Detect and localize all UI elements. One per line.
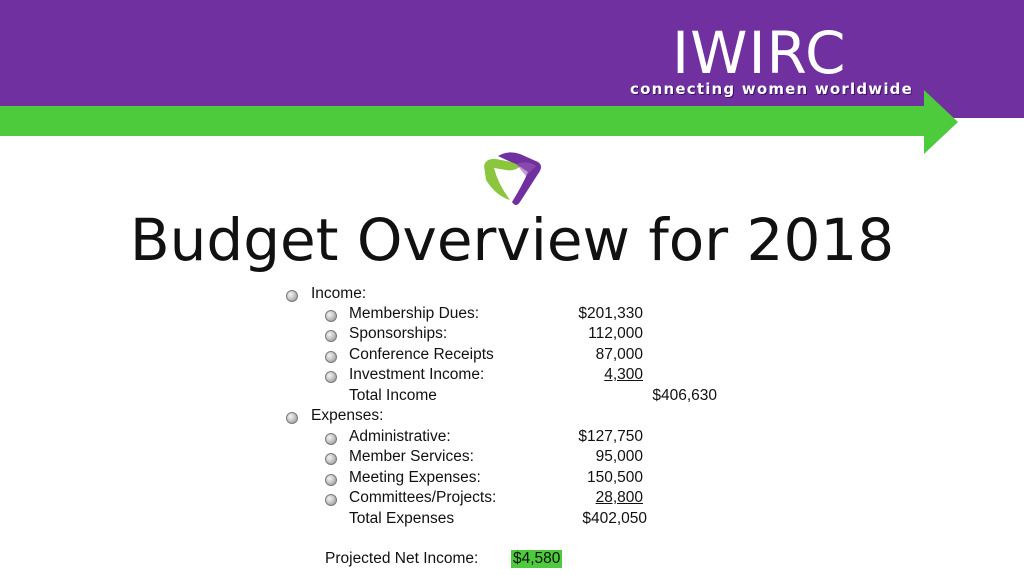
item-value: 150,500 xyxy=(586,469,643,486)
bullet-icon xyxy=(325,330,337,342)
item-value: 28,800 xyxy=(595,489,643,506)
net-income-value: $4,580 xyxy=(513,550,561,567)
expenses-total-value: $402,050 xyxy=(582,510,647,527)
net-income-row xyxy=(325,550,625,571)
list-item xyxy=(325,428,655,449)
list-item xyxy=(325,325,655,346)
item-value: 112,000 xyxy=(588,325,643,342)
item-value: $201,330 xyxy=(578,305,643,322)
list-item xyxy=(325,366,655,387)
bullet-icon xyxy=(286,290,298,302)
bullet-icon xyxy=(325,433,337,445)
income-total-label: Total Income xyxy=(349,387,437,404)
income-total-value: $406,630 xyxy=(652,387,717,404)
item-label: Sponsorships: xyxy=(349,325,448,342)
item-label: Committees/Projects: xyxy=(349,489,497,506)
item-value: 95,000 xyxy=(595,448,643,465)
income-heading: Income: xyxy=(311,285,367,302)
income-heading-row xyxy=(286,285,686,306)
net-income-label: Projected Net Income: xyxy=(325,550,479,567)
expenses-total-row xyxy=(325,510,655,531)
item-label: Member Services: xyxy=(349,448,474,465)
bullet-icon xyxy=(325,453,337,465)
item-label: Meeting Expenses: xyxy=(349,469,481,486)
item-label: Membership Dues: xyxy=(349,305,480,322)
iwirc-logo-icon xyxy=(476,150,546,210)
slide-title: Budget Overview for 2018 xyxy=(129,206,895,274)
bullet-icon xyxy=(325,351,337,363)
list-item xyxy=(325,305,655,326)
income-total-row xyxy=(325,387,725,408)
bullet-icon xyxy=(325,494,337,506)
brand-name: IWIRC xyxy=(672,19,847,87)
brand-tagline: connecting women worldwide xyxy=(630,80,913,98)
item-label: Conference Receipts xyxy=(349,346,494,363)
item-value: $127,750 xyxy=(578,428,643,445)
list-item xyxy=(325,448,655,469)
green-arrow-band xyxy=(0,106,930,136)
bullet-icon xyxy=(325,474,337,486)
bullet-icon xyxy=(325,310,337,322)
arrow-head-icon xyxy=(924,90,958,154)
header-band xyxy=(0,0,1024,118)
bullet-icon xyxy=(325,371,337,383)
item-label: Administrative: xyxy=(349,428,451,445)
list-item xyxy=(325,346,655,367)
item-value: 87,000 xyxy=(595,346,643,363)
list-item xyxy=(325,469,655,490)
expenses-heading-row xyxy=(286,407,686,428)
item-label: Investment Income: xyxy=(349,366,485,383)
item-value: 4,300 xyxy=(604,366,643,383)
bullet-icon xyxy=(286,412,298,424)
list-item xyxy=(325,489,665,510)
expenses-total-label: Total Expenses xyxy=(349,510,455,527)
expenses-heading: Expenses: xyxy=(311,407,384,424)
